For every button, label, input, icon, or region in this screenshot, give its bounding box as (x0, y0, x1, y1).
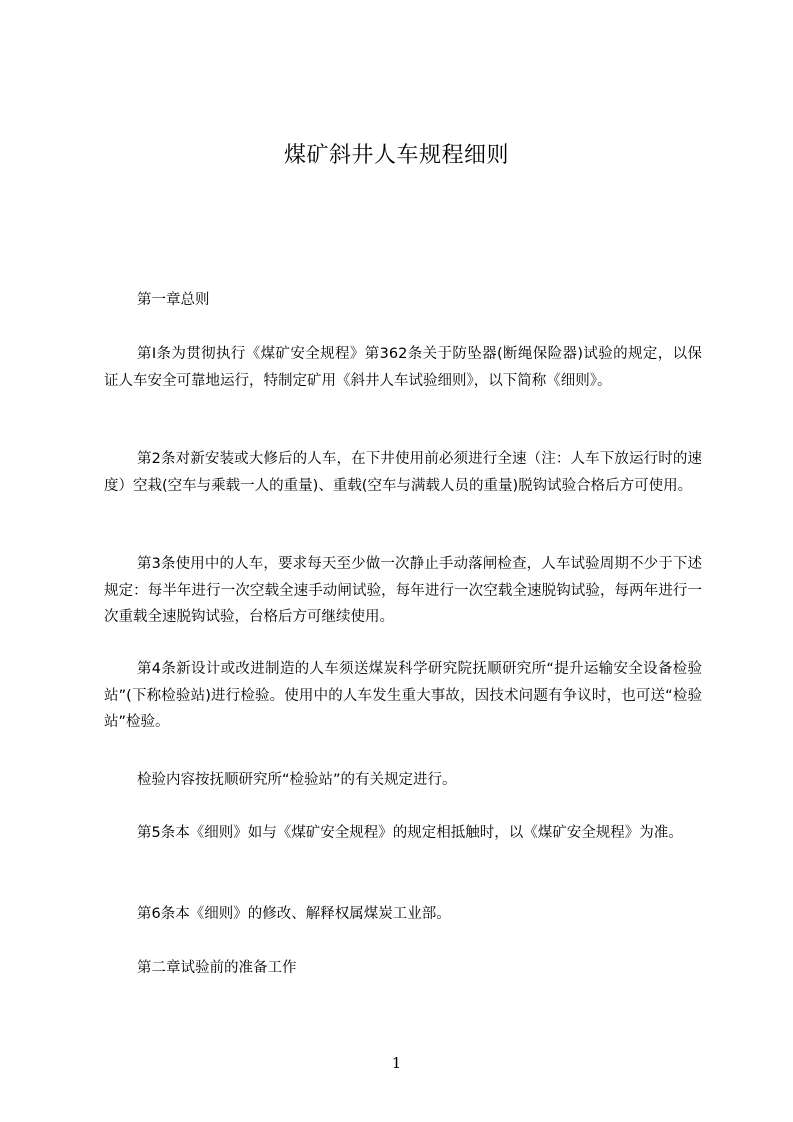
chapter-heading-2: 第二章试验前的准备工作 (137, 960, 297, 976)
article-4: 第4条新设计或改进制造的人车须送煤炭科学研究院抚顺研究所“提升运输安全设备检验站”(下称检验站)进行检验。使用中的人车发生重大事故，因技术问题有争议时，也可送“检验站”检验。 (104, 661, 702, 730)
chapter-heading-1: 第一章总则 (137, 292, 210, 308)
article-6: 第6条本《细则》的修改、解释权属煤炭工业部。 (137, 906, 451, 922)
article-3: 第3条使用中的人车，要求每天至少做一次静止手动落闸检查，人车试验周期不少于下述规定：每半年进行一次空载全速手动闸试验，每年进行一次空载全速脱钩试验，每两年进行一次重载全速脱钩试验，台格后方可继续使用。 (104, 556, 702, 625)
page-number: 1 (391, 1054, 402, 1072)
article-1: 第Ⅰ条为贯彻执行《煤矿安全规程》第362条关于防坠器(断绳保险器)试验的规定，以保证人车安全可靠地运行，特制定矿用《斜井人车试验细则》，以下简称《细则》。 (104, 346, 702, 389)
document-title: 煤矿斜井人车规程细则 (283, 143, 509, 168)
article-5: 第5条本《细则》如与《煤矿安全规程》的规定相抵触时，以《煤矿安全规程》为准。 (137, 825, 683, 841)
article-2: 第2条对新安装或大修后的人车，在下井使用前必须进行全速（注：人车下放运行时的速度）空栽(空车与乘载一人的重量)、重载(空车与满载人员的重量)脱钩试验合格后方可使用。 (104, 451, 702, 494)
inspection-note: 检验内容按抚顺研究所“检验站”的有关规定进行。 (137, 772, 457, 788)
